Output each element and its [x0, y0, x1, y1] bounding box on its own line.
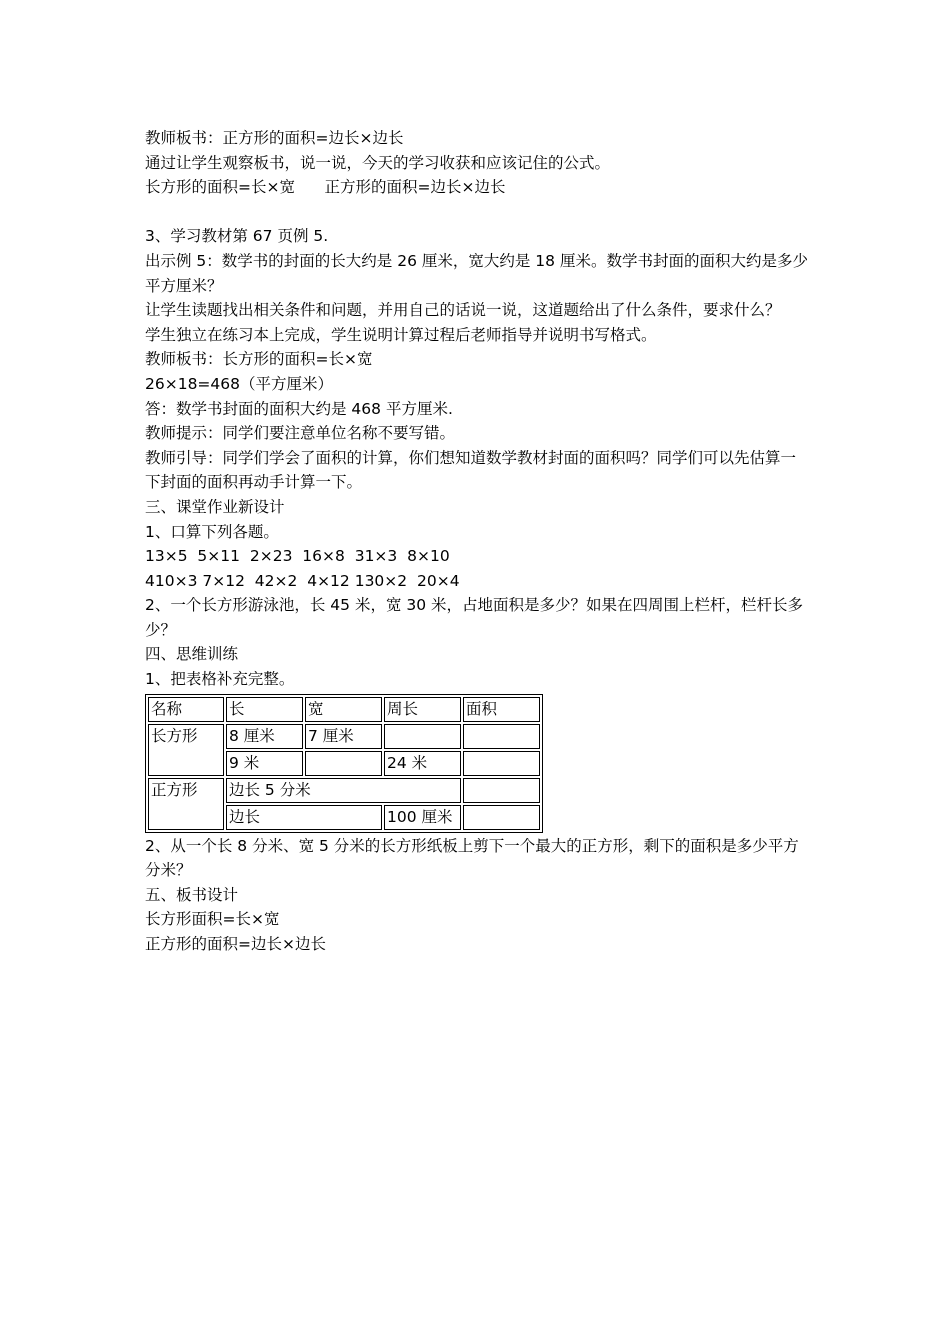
table-cell — [463, 778, 540, 803]
table-cell: 7 厘米 — [305, 724, 382, 749]
square-formula: 正方形的面积=边长×边长 — [324, 178, 506, 197]
board-heading: 五、板书设计 — [145, 885, 239, 904]
pool-question: 2、一个长方形游泳池，长 45 米，宽 30 米，占地面积是多少？如果在四周围上栏杆，栏杆长多少？ — [145, 596, 804, 639]
table-row — [148, 724, 540, 749]
teacher-board-rect-formula: 教师板书：长方形的面积=长×宽 — [145, 350, 373, 369]
teacher-guidance: 教师引导：同学们学会了面积的计算，你们想知道数学教材封面的面积吗？同学们可以先估算一下封面的面积再动手计算一下。 — [145, 448, 797, 492]
table-cell — [384, 724, 461, 749]
document-body — [145, 126, 810, 957]
blank-line — [145, 200, 810, 225]
answer-line: 答：数学书封面的面积大约是 468 平方厘米. — [145, 399, 453, 418]
table-cell — [463, 751, 540, 776]
header-area: 面积 — [463, 697, 540, 722]
calculation-line: 26×18=468（平方厘米） — [145, 374, 334, 393]
mental-math-row-2: 410×3 7×12 42×2 4×12 130×2 20×4 — [145, 571, 460, 590]
completion-table — [145, 694, 543, 833]
table-cell — [305, 751, 382, 776]
square-label: 正方形 — [148, 778, 224, 830]
table-cell: 100 厘米 — [384, 805, 461, 830]
teacher-tip: 教师提示：同学们要注意单位名称不要写错。 — [145, 424, 456, 443]
header-perimeter: 周长 — [384, 697, 461, 722]
cut-square-question: 2、从一个长 8 分米、宽 5 分米的长方形纸板上剪下一个最大的正方形，剩下的面积是多少平方分米？ — [145, 836, 799, 880]
rect-label: 长方形 — [148, 724, 224, 776]
table-cell — [463, 805, 540, 830]
thinking-heading: 四、思维训练 — [145, 645, 239, 664]
summary-instruction: 通过让学生观察板书，说一说，今天的学习收获和应该记住的公式。 — [145, 153, 611, 172]
header-length: 长 — [226, 697, 303, 722]
teacher-board-square-formula: 教师板书：正方形的面积=边长×边长 — [145, 129, 404, 147]
table-cell: 8 厘米 — [226, 724, 303, 749]
table-cell: 边长 — [226, 805, 382, 830]
table-cell — [463, 724, 540, 749]
board-square-formula: 正方形的面积=边长×边长 — [145, 935, 326, 954]
table-cell: 24 米 — [384, 751, 461, 776]
formula-row — [145, 175, 810, 200]
table-cell: 9 米 — [226, 751, 303, 776]
independent-work-instruction: 学生独立在练习本上完成，学生说明计算过程后老师指导并说明书写格式。 — [145, 325, 657, 344]
mental-math-row-1: 13×5 5×11 2×23 16×8 31×3 8×10 — [145, 547, 450, 566]
table-cell: 边长 5 分米 — [226, 778, 461, 803]
homework-heading: 三、课堂作业新设计 — [145, 497, 285, 516]
table-question: 1、把表格补充完整。 — [145, 670, 295, 689]
section3-heading: 3、学习教材第 67 页例 5. — [145, 227, 329, 246]
example5-problem: 出示例 5：数学书的封面的长大约是 26 厘米，宽大约是 18 厘米。数学书封面的面积大约是多少平方厘米？ — [145, 251, 808, 295]
rect-formula: 长方形的面积=长×宽 — [145, 178, 295, 197]
header-width: 宽 — [305, 697, 382, 722]
mental-math-question: 1、口算下列各题。 — [145, 522, 279, 541]
header-name: 名称 — [148, 697, 224, 722]
board-rect-formula: 长方形面积=长×宽 — [145, 910, 280, 929]
read-question-instruction: 让学生读题找出相关条件和问题，并用自己的话说一说，这道题给出了什么条件，要求什么？ — [145, 301, 781, 320]
table-row — [148, 778, 540, 803]
table-header-row — [148, 697, 540, 722]
